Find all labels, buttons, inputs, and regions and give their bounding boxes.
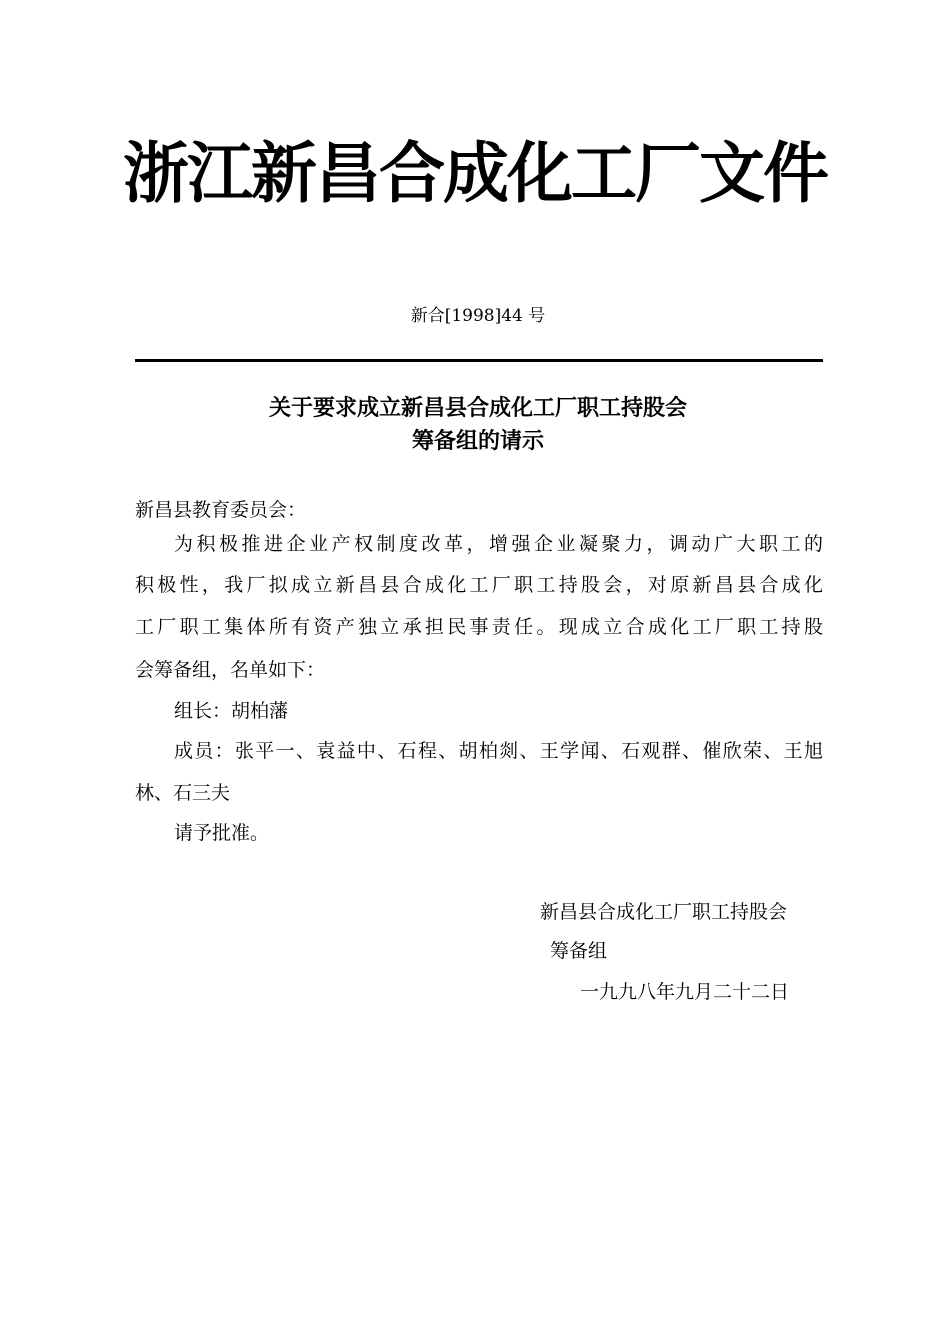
signature-organization: 新昌县合成化工厂职工持股会 <box>540 901 788 923</box>
document-number: 新合[1998]44 号 <box>410 306 546 326</box>
signature-group: 筹备组 <box>550 940 608 962</box>
document-header-title: 浙江新昌合成化工厂文件 <box>123 135 827 212</box>
body-paragraph-line-2: 积极性，我厂拟成立新昌县合成化工厂职工持股会，对原新昌县合成化 <box>135 574 823 596</box>
body-paragraph-line-1: 为积极推进企业产权制度改革，增强企业凝聚力，调动广大职工的 <box>174 533 823 555</box>
group-members-line-1: 成员：张平一、袁益中、石程、胡柏剡、王学闻、石观群、催欣荣、王旭 <box>174 740 823 762</box>
document-title-line-1: 关于要求成立新昌县合成化工厂职工持股会 <box>268 395 687 421</box>
salutation: 新昌县教育委员会： <box>135 499 307 521</box>
group-leader: 组长：胡柏藩 <box>174 700 289 722</box>
body-paragraph-line-3: 工厂职工集体所有资产独立承担民事责任。现成立合成化工厂职工持股 <box>135 616 823 638</box>
document-title-line-2: 筹备组的请示 <box>411 428 544 454</box>
signature-date: 一九九八年九月二十二日 <box>580 981 790 1003</box>
header-divider <box>135 359 823 362</box>
closing-request: 请予批准。 <box>174 822 270 844</box>
body-paragraph-line-4: 会筹备组，名单如下： <box>135 659 326 681</box>
group-members-line-2: 林、石三夫 <box>135 782 231 804</box>
